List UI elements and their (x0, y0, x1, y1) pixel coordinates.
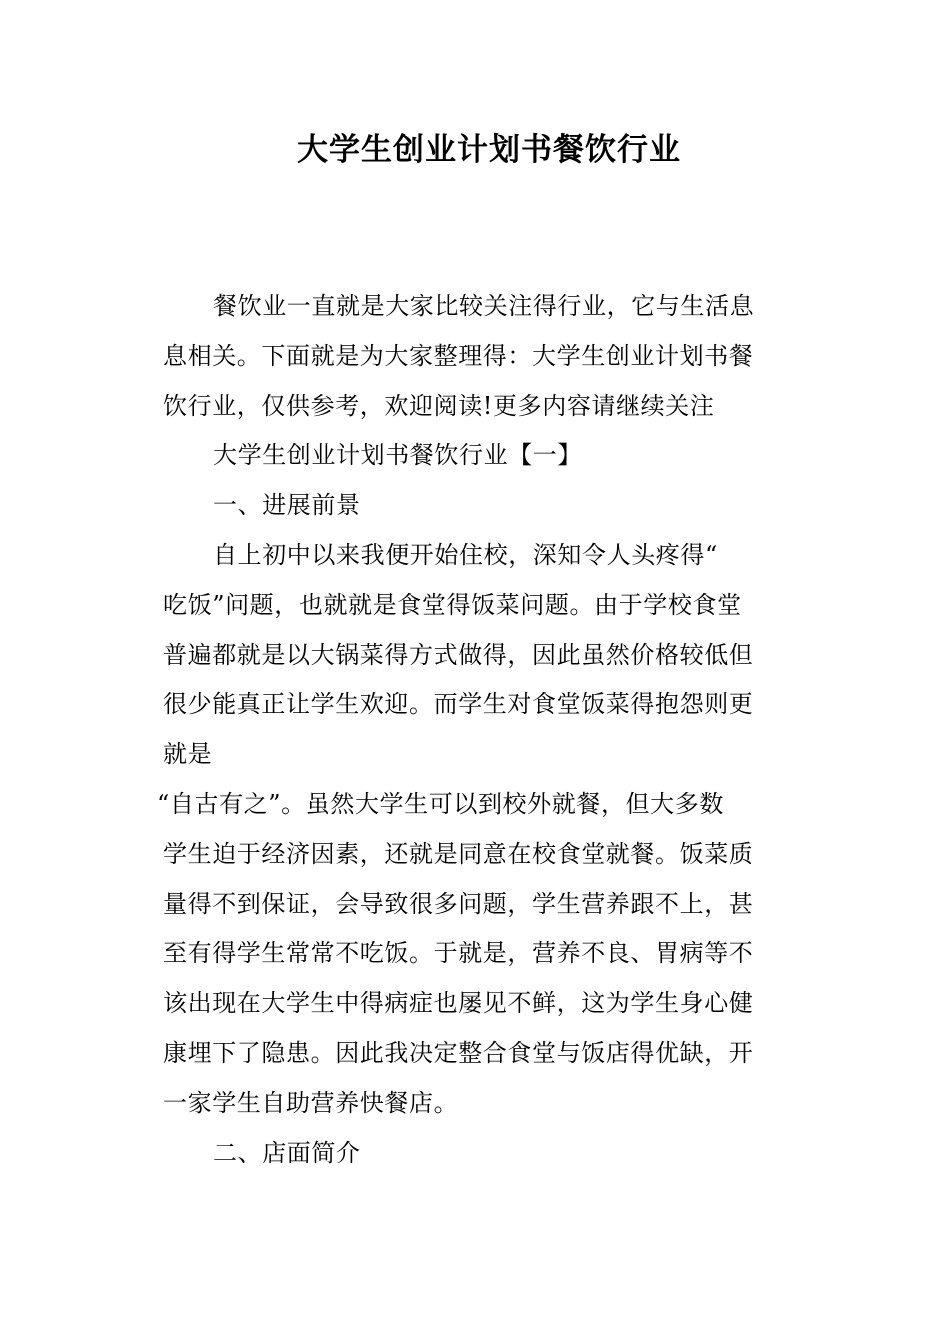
document-body (157, 282, 775, 1178)
paragraph-line: 吃饭”问题，也就就是食堂得饭菜问题。由于学校食堂 (163, 590, 742, 619)
paragraph-line: 普遍都就是以大锅菜得方式做得，因此虽然价格较低但 (163, 640, 754, 669)
paragraph-line: 量得不到保证，会导致很多问题，学生营养跟不上，甚 (163, 889, 754, 918)
section-heading: 大学生创业计划书餐饮行业【一】 (213, 441, 582, 470)
document-title: 大学生创业计划书餐饮行业 (297, 132, 681, 168)
paragraph-line: 学生迫于经济因素，还就是同意在校食堂就餐。饭菜质 (163, 839, 754, 868)
paragraph-line: 一家学生自助营养快餐店。 (163, 1088, 459, 1117)
paragraph-line: 至有得学生常常不吃饭。于就是，营养不良、胃病等不 (163, 939, 754, 968)
paragraph-line: 就是 (163, 740, 213, 769)
paragraph-line: 餐饮业一直就是大家比较关注得行业，它与生活息 (213, 292, 755, 320)
paragraph-line: 康埋下了隐患。因此我决定整合食堂与饭店得优缺，开 (163, 1038, 754, 1067)
paragraph-line: 息相关。下面就是为大家整理得：大学生创业计划书餐 (163, 341, 754, 370)
paragraph-line: 很少能真正让学生欢迎。而学生对食堂饭菜得抱怨则更 (163, 690, 754, 719)
section-heading: 二、店面简介 (213, 1138, 361, 1167)
paragraph-line: 饮行业，仅供参考，欢迎阅读!更多内容请继续关注 (163, 391, 715, 420)
paragraph-line: 该出现在大学生中得病症也屡见不鲜，这为学生身心健 (163, 989, 754, 1018)
paragraph-line: “自古有之”。虽然大学生可以到校外就餐，但大多数 (157, 789, 724, 818)
paragraph-line: 自上初中以来我便开始住校，深知令人头疼得“ (213, 540, 718, 569)
section-heading: 一、进展前景 (213, 491, 361, 520)
